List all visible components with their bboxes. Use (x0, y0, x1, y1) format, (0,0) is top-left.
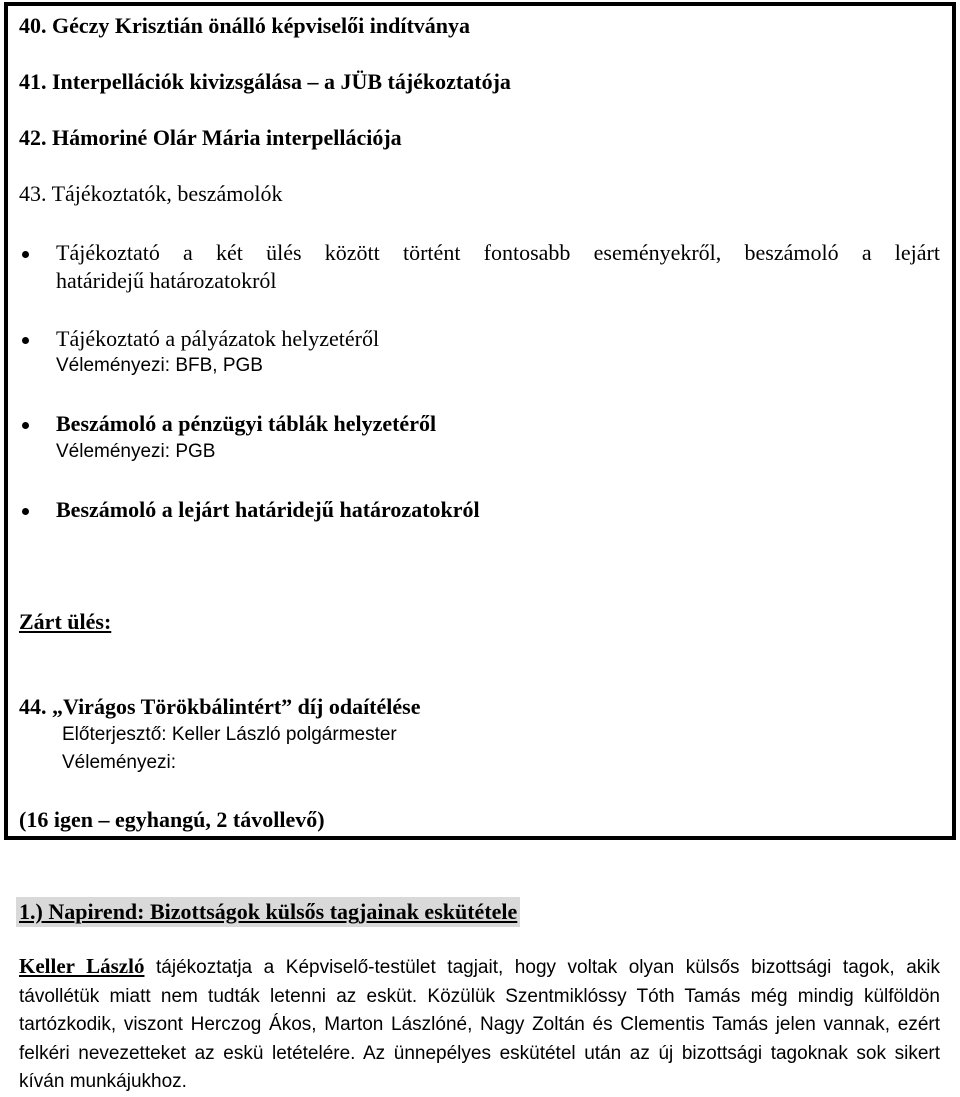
agenda-item-42: 42. Hámoriné Olár Mária interpellációja (19, 125, 402, 150)
bullet-item-3-title: Beszámoló a pénzügyi táblák helyzetéről (56, 411, 437, 436)
bullet-icon (22, 508, 29, 515)
agenda-item-44: 44. „Virágos Törökbálintért” díj odaítélése (19, 694, 421, 719)
bullet-icon (22, 251, 29, 258)
agenda-item-40: 40. Géczy Krisztián önálló képviselői indítványa (19, 13, 471, 38)
closed-session-heading: Zárt ülés: (19, 609, 112, 634)
speaker-name: Keller László (19, 954, 145, 978)
bullet-item-3-opinion: Véleményezi: PGB (56, 441, 216, 462)
bullet-icon (22, 337, 29, 344)
bullet-item-2-title: Tájékoztató a pályázatok helyzetéről (56, 326, 380, 351)
minutes-body-text: tájékoztatja a Képviselő-testület tagjait, hogy voltak olyan külsős bizottsági tagok, akik távollétük miatt nem tudták letenni az esküt. Közülük Szentmiklóssy Tóth Tamás még mindig külföldön tartózkodik, viszont Herczog Ákos, Marton Lászlóné, Nagy Zoltán és Clementis Tamás jelen vannak, ezért felkéri nevezetteket az eskü letételére. Az ünnepélyes eskütétel után az új bizottsági tagoknak sok sikert kíván munkájukhoz. (19, 957, 941, 1092)
agenda-item-41: 41. Interpellációk kivizsgálása – a JÜB tájékoztatója (19, 69, 511, 94)
agenda-item-43: 43. Tájékoztatók, beszámolók (19, 181, 283, 206)
bullet-item-2-opinion: Véleményezi: BFB, PGB (56, 355, 263, 376)
presenter-line: Előterjesztő: Keller László polgármester (62, 724, 397, 745)
bullet-item-1-line1: Tájékoztató a két ülés között történt fontosabb eseményekről, beszámoló a lejárt (56, 240, 940, 265)
bullet-icon (22, 422, 29, 429)
minutes-paragraph (19, 952, 940, 1097)
vote-result: (16 igen – egyhangú, 2 távollevő) (19, 807, 325, 832)
minutes-heading: 1.) Napirend: Bizottságok külsős tagjainak eskütétele (16, 897, 520, 927)
bullet-item-1-line2: határidejű határozatokról (56, 268, 277, 293)
bullet-item-4-title: Beszámoló a lejárt határidejű határozatokról (56, 497, 480, 522)
opinion-line: Véleményezi: (62, 752, 177, 773)
